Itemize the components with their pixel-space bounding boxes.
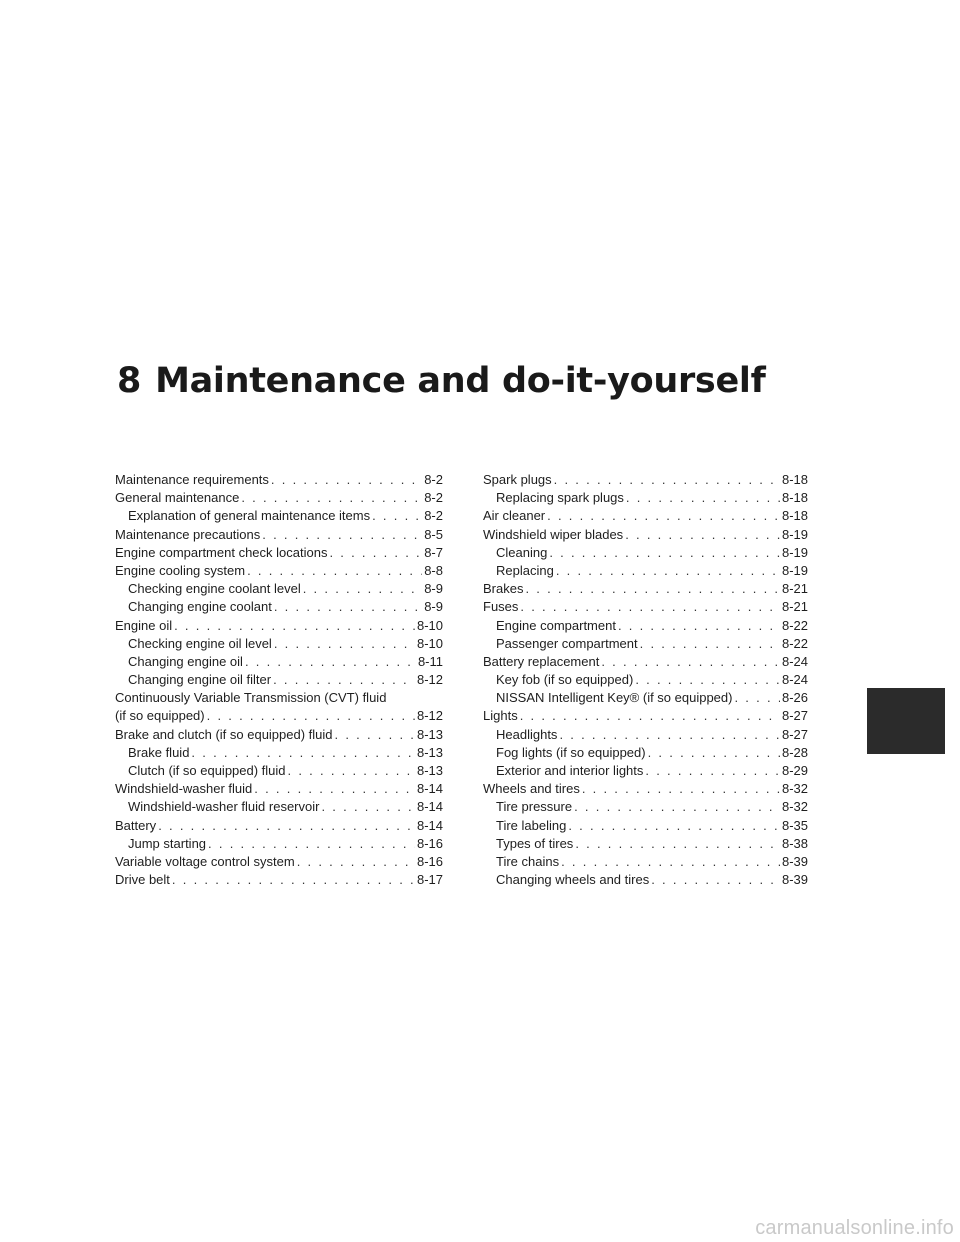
toc-entry-page: 8-18 — [781, 490, 808, 506]
toc-leader-dots — [297, 853, 415, 871]
toc-entry-page: 8-27 — [781, 708, 808, 724]
toc-entry-page: 8-19 — [781, 526, 808, 542]
toc-leader-dots — [626, 489, 780, 507]
toc-entry-label: Tire chains — [496, 853, 560, 869]
toc-entry-label: Jump starting — [128, 835, 207, 851]
toc-entry-page: 8-28 — [781, 744, 808, 760]
watermark: carmanualsonline.info — [755, 1217, 954, 1239]
toc-leader-dots — [574, 798, 780, 816]
toc-leader-dots — [549, 544, 780, 562]
toc-leader-dots — [575, 835, 780, 853]
toc-entry-page: 8-32 — [781, 799, 808, 815]
toc-entry-label: Fog lights (if so equipped) — [496, 744, 646, 760]
toc-leader-dots — [271, 471, 422, 489]
toc-leader-dots — [651, 871, 780, 889]
toc-entry[interactable] — [115, 580, 443, 598]
toc-entry[interactable] — [483, 489, 808, 507]
toc-entry-page: 8-10 — [416, 617, 443, 633]
toc-entry-label: Brake and clutch (if so equipped) fluid — [115, 726, 333, 742]
toc-entry-page: 8-38 — [781, 835, 808, 851]
toc-entry-page: 8-16 — [416, 853, 443, 869]
toc-entry-page: 8-10 — [416, 635, 443, 651]
toc-entry[interactable] — [483, 817, 808, 835]
toc-leader-dots — [241, 489, 422, 507]
toc-entry[interactable] — [115, 726, 443, 744]
toc-entry[interactable] — [483, 835, 808, 853]
toc-leader-dots — [247, 562, 422, 580]
toc-entry-page: 8-13 — [416, 763, 443, 778]
toc-leader-dots — [640, 635, 780, 653]
toc-entry[interactable] — [115, 544, 443, 562]
toc-entry-page: 8-12 — [416, 672, 443, 688]
toc-leader-dots — [559, 726, 780, 744]
toc-entry-label: Engine oil — [115, 617, 173, 633]
chapter-title — [117, 361, 766, 401]
toc-entry-page: 8-22 — [781, 635, 808, 651]
toc-entry[interactable] — [115, 871, 443, 889]
toc-entry[interactable] — [115, 562, 443, 580]
toc-entry-label: Checking engine coolant level — [128, 581, 301, 597]
toc-entry-label: Exterior and interior lights — [496, 763, 644, 778]
toc-leader-dots — [372, 507, 422, 525]
toc-entry-label: Tire pressure — [496, 799, 573, 815]
toc-entry-page: 8-14 — [416, 817, 443, 833]
toc-entry-label: Variable voltage control system — [115, 853, 295, 869]
toc-entry-page: 8-35 — [781, 817, 808, 833]
toc-leader-dots — [582, 780, 780, 798]
toc-entry-page: 8-26 — [781, 690, 808, 706]
toc-entry-page: 8-9 — [424, 581, 443, 597]
toc-entry-label: Engine compartment — [496, 617, 616, 633]
toc-entry-label: Changing engine oil — [128, 653, 243, 669]
chapter-number: 8 — [117, 361, 142, 401]
toc-entry-label: Types of tires — [496, 835, 574, 851]
toc-entry-label: General maintenance — [115, 490, 240, 506]
toc-entry-label: Windshield-washer fluid reservoir — [128, 799, 320, 815]
toc-entry[interactable] — [115, 835, 443, 853]
toc-leader-dots — [207, 707, 415, 725]
toc-entry[interactable] — [115, 853, 443, 871]
toc-leader-dots — [618, 617, 780, 635]
toc-entry-label: Key fob (if so equipped) — [496, 672, 634, 688]
chapter-thumb-tab — [867, 688, 945, 754]
toc-entry-page: 8-5 — [424, 526, 443, 542]
toc-entry-label: Replacing spark plugs — [496, 490, 624, 506]
toc-entry[interactable] — [115, 653, 443, 671]
toc-entry-label: Spark plugs — [483, 472, 552, 487]
toc-entry[interactable] — [483, 780, 808, 798]
toc-leader-dots — [556, 562, 780, 580]
toc-entry-page: 8-2 — [424, 490, 443, 506]
toc-leader-dots — [734, 689, 779, 707]
toc-entry-page: 8-14 — [416, 781, 443, 797]
toc-entry-label: Brakes — [483, 581, 524, 597]
toc-entry[interactable] — [115, 707, 443, 725]
toc-leader-dots — [191, 744, 415, 762]
toc-entry-page: 8-29 — [781, 763, 808, 778]
toc-entry[interactable] — [483, 871, 808, 889]
toc-leader-dots — [635, 671, 780, 689]
toc-entry-page: 8-12 — [416, 708, 443, 724]
toc-entry[interactable] — [115, 507, 443, 525]
toc-entry-page: 8-39 — [781, 853, 808, 869]
toc-entry-page: 8-8 — [424, 562, 443, 578]
toc-leader-dots — [174, 617, 415, 635]
toc-leader-dots — [648, 744, 780, 762]
toc-entry-label: Headlights — [496, 726, 558, 742]
toc-entry[interactable] — [115, 598, 443, 616]
toc-leader-dots — [273, 671, 415, 689]
toc-entry-label: Engine compartment check locations — [115, 544, 328, 560]
toc-entry[interactable] — [115, 526, 443, 544]
toc-entry[interactable] — [483, 507, 808, 525]
toc-entry[interactable] — [115, 689, 443, 707]
toc-entry[interactable] — [115, 635, 443, 653]
toc-entry[interactable] — [483, 798, 808, 816]
toc-leader-dots — [601, 653, 780, 671]
toc-entry[interactable] — [483, 762, 808, 780]
toc-entry[interactable] — [115, 762, 443, 780]
toc-leader-dots — [568, 817, 780, 835]
toc-entry-label: Wheels and tires — [483, 781, 580, 797]
toc-entry-page: 8-39 — [781, 872, 808, 888]
toc-entry-page: 8-18 — [781, 472, 808, 487]
toc-entry[interactable] — [483, 580, 808, 598]
toc-entry-label: Lights — [483, 708, 518, 724]
toc-leader-dots — [625, 526, 780, 544]
toc-leader-dots — [554, 471, 780, 489]
toc-leader-dots — [520, 598, 780, 616]
toc-entry[interactable] — [483, 562, 808, 580]
toc-entry[interactable] — [483, 744, 808, 762]
toc-entry-label: Maintenance requirements — [115, 472, 269, 487]
toc-entry-label: NISSAN Intelligent Key® (if so equipped) — [496, 690, 733, 706]
toc-leader-dots — [547, 507, 780, 525]
toc-leader-dots — [288, 762, 415, 780]
toc-left-column — [115, 471, 443, 889]
chapter-title-text: Maintenance and do-it-yourself — [155, 361, 766, 401]
toc-entry[interactable] — [483, 653, 808, 671]
toc-leader-dots — [645, 762, 780, 780]
toc-entry-page: 8-13 — [416, 726, 443, 742]
toc-entry-label: Passenger compartment — [496, 635, 638, 651]
toc-entry[interactable] — [115, 617, 443, 635]
toc-entry-page: 8-24 — [781, 672, 808, 688]
toc-leader-dots — [254, 780, 415, 798]
toc-entry[interactable] — [483, 598, 808, 616]
toc-entry[interactable] — [115, 489, 443, 507]
toc-entry-page: 8-11 — [417, 653, 443, 669]
toc-leader-dots — [329, 544, 422, 562]
toc-entry[interactable] — [115, 780, 443, 798]
toc-entry-label: Maintenance precautions — [115, 526, 261, 542]
toc-leader-dots — [158, 817, 415, 835]
toc-entry[interactable] — [483, 707, 808, 725]
toc-leader-dots — [245, 653, 416, 671]
toc-entry[interactable] — [483, 471, 808, 489]
toc-entry-label: Clutch (if so equipped) fluid — [128, 763, 286, 778]
toc-leader-dots — [262, 526, 422, 544]
toc-entry-label: Windshield-washer fluid — [115, 781, 253, 797]
toc-leader-dots — [520, 707, 780, 725]
toc-leader-dots — [525, 580, 780, 598]
toc-leader-dots — [274, 635, 415, 653]
toc-entry-page: 8-27 — [781, 726, 808, 742]
toc-entry-label: Continuously Variable Transmission (CVT) fluid — [115, 690, 387, 706]
toc-entry[interactable] — [483, 635, 808, 653]
toc-entry[interactable] — [483, 671, 808, 689]
toc-leader-dots — [561, 853, 780, 871]
toc-entry-page: 8-2 — [424, 472, 443, 487]
toc-entry[interactable] — [483, 689, 808, 707]
toc-entry-page: 8-24 — [781, 653, 808, 669]
toc-leader-dots — [335, 726, 415, 744]
toc-entry-label: Engine cooling system — [115, 562, 246, 578]
toc-entry-page: 8-7 — [424, 544, 443, 560]
toc-entry-label: Battery — [115, 817, 157, 833]
toc-entry-page: 8-22 — [781, 617, 808, 633]
toc-entry-label: Changing engine coolant — [128, 599, 272, 615]
toc-entry[interactable] — [115, 471, 443, 489]
toc-entry-label: Windshield wiper blades — [483, 526, 624, 542]
toc-entry-label: Battery replacement — [483, 653, 600, 669]
toc-entry-label: Checking engine oil level — [128, 635, 272, 651]
toc-leader-dots — [274, 598, 422, 616]
toc-entry[interactable] — [483, 853, 808, 871]
toc-entry[interactable] — [483, 726, 808, 744]
toc-entry[interactable] — [115, 817, 443, 835]
toc-entry[interactable] — [483, 544, 808, 562]
toc-entry-page: 8-16 — [416, 835, 443, 851]
toc-entry-label: Replacing — [496, 562, 554, 578]
toc-leader-dots — [321, 798, 415, 816]
toc-entry-page: 8-21 — [781, 581, 808, 597]
toc-entry-label: Explanation of general maintenance items — [128, 508, 371, 524]
toc-entry-page: 8-14 — [416, 799, 443, 815]
toc-right-column — [483, 471, 808, 889]
toc-entry-label: (if so equipped) — [115, 708, 205, 724]
toc-entry-page: 8-32 — [781, 781, 808, 797]
toc-entry[interactable] — [115, 798, 443, 816]
toc-entry-label: Cleaning — [496, 544, 548, 560]
toc-leader-dots — [172, 871, 415, 889]
toc-entry-page: 8-19 — [781, 544, 808, 560]
toc-entry-page: 8-17 — [416, 872, 443, 888]
toc-entry[interactable] — [115, 744, 443, 762]
toc-entry[interactable] — [483, 617, 808, 635]
toc-entry-label: Drive belt — [115, 872, 170, 888]
toc-entry-label: Changing wheels and tires — [496, 872, 650, 888]
toc-entry-page: 8-2 — [424, 508, 443, 524]
toc-entry-page: 8-9 — [424, 599, 443, 615]
toc-entry-page: 8-21 — [781, 599, 808, 615]
toc-entry[interactable] — [483, 526, 808, 544]
toc-entry-label: Changing engine oil filter — [128, 672, 272, 688]
toc-leader-dots — [208, 835, 415, 853]
toc-entry-page: 8-13 — [416, 744, 443, 760]
toc-entry-page: 8-18 — [781, 508, 808, 524]
toc-entry-label: Tire labeling — [496, 817, 567, 833]
toc-entry-label: Brake fluid — [128, 744, 190, 760]
toc-entry-label: Air cleaner — [483, 508, 546, 524]
toc-entry-page: 8-19 — [781, 562, 808, 578]
toc-entry-label: Fuses — [483, 599, 519, 615]
toc-entry[interactable] — [115, 671, 443, 689]
toc-leader-dots — [303, 580, 422, 598]
